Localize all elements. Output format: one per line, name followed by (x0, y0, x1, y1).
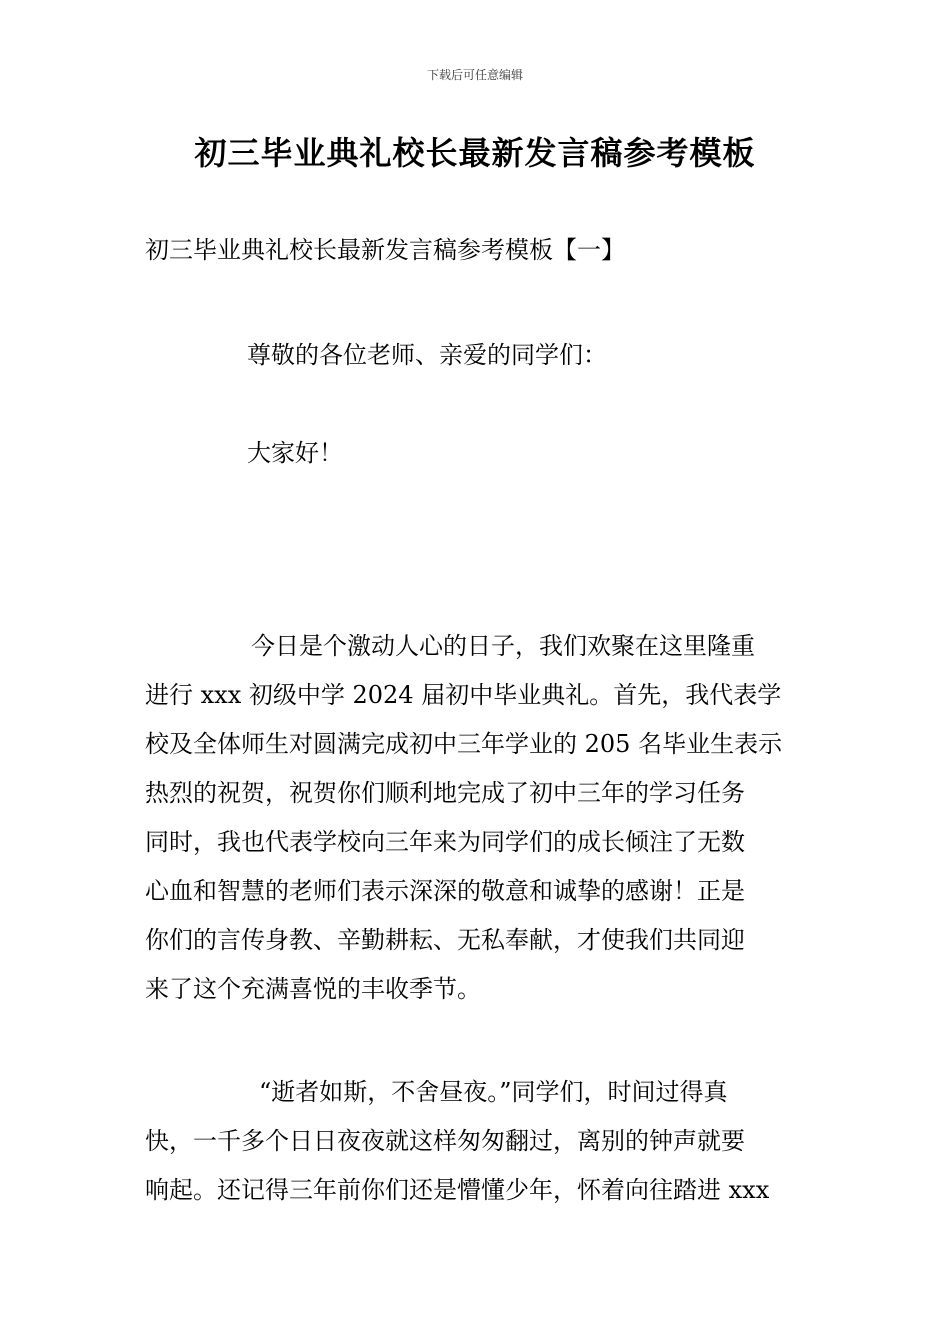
paragraph-line: 热烈的祝贺，祝贺你们顺利地完成了初中三年的学习任务 (145, 779, 745, 807)
paragraph-line: 同时，我也代表学校向三年来为同学们的成长倾注了无数 (145, 828, 745, 856)
body-paragraph-1 (145, 622, 807, 1014)
section-heading: 初三毕业典礼校长最新发言稿参考模板【一】 (145, 236, 625, 264)
paragraph-line: 今日是个激动人心的日子，我们欢聚在这里隆重 (251, 632, 755, 660)
paragraph-line: 校及全体师生对圆满完成初中三年学业的 205 名毕业生表示 (145, 730, 783, 758)
paragraph-line: 进行 xxx 初级中学 2024 届初中毕业典礼。首先，我代表学 (145, 681, 782, 709)
paragraph-line: 响起。还记得三年前你们还是懵懂少年，怀着向往踏进 xxx (145, 1176, 770, 1204)
paragraph-line: 心血和智慧的老师们表示深深的敬意和诚挚的感谢！正是 (145, 877, 745, 905)
body-paragraph-2 (145, 1068, 807, 1215)
paragraph-line: “逝者如斯，不舍昼夜。”同学们，时间过得真 (259, 1078, 728, 1106)
greeting-hello: 大家好！ (247, 439, 343, 467)
header-note: 下载后可任意编辑 (426, 68, 523, 82)
paragraph-line: 快，一千多个日日夜夜就这样匆匆翻过，离别的钟声就要 (145, 1127, 745, 1155)
salutation: 尊敬的各位老师、亲爱的同学们： (247, 341, 607, 369)
paragraph-line: 你们的言传身教、辛勤耕耘、无私奉献，才使我们共同迎 (145, 926, 745, 954)
paragraph-line: 来了这个充满喜悦的丰收季节。 (145, 975, 481, 1003)
document-title: 初三毕业典礼校长最新发言稿参考模板 (194, 134, 756, 172)
